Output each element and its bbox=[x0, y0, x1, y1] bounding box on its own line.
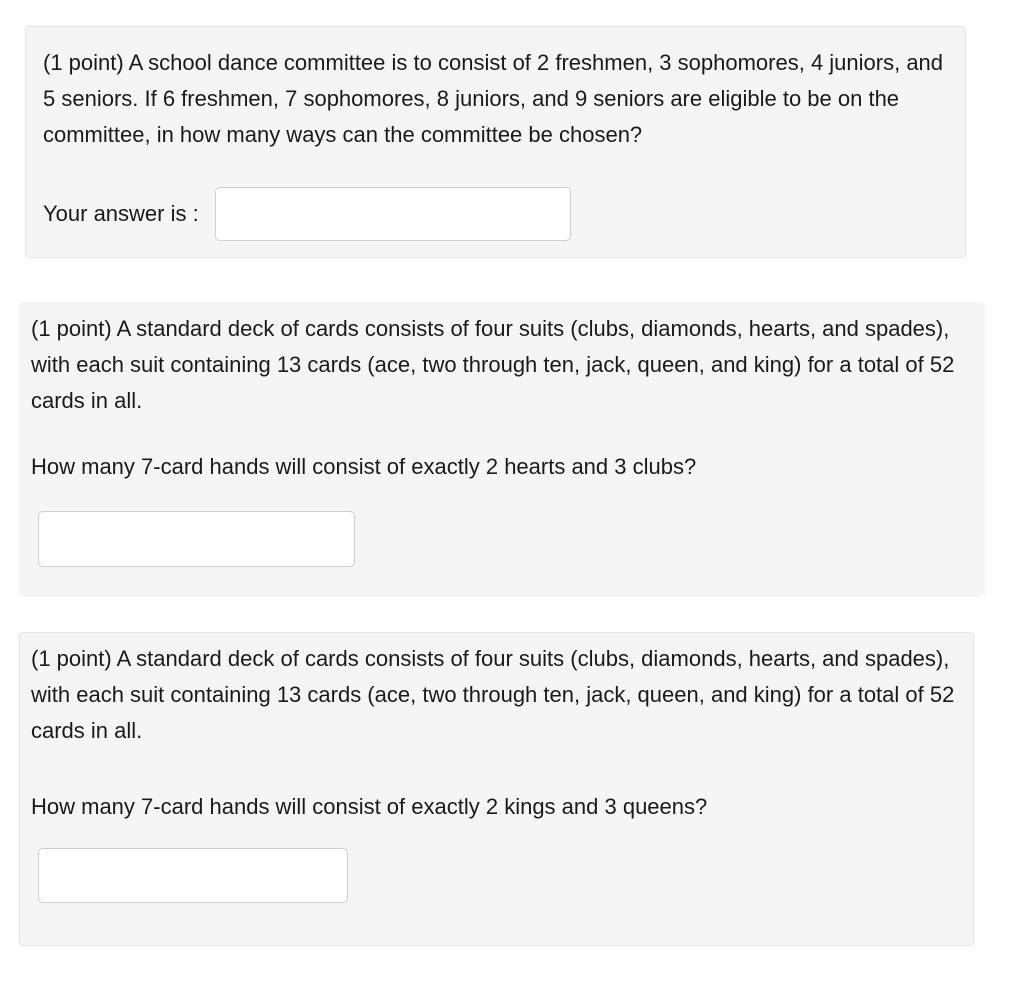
problem-text: (1 point) A standard deck of cards consists of four suits (clubs, diamonds, hearts, and spades), with each suit containing 13 cards (ace, two through ten, jack, queen, and king) for a total of 52 cards in all. bbox=[31, 316, 955, 413]
problem-question: How many 7-card hands will consist of exactly 2 kings and 3 queens? bbox=[31, 794, 708, 819]
answer-input-1[interactable] bbox=[215, 187, 571, 241]
answer-input-2[interactable] bbox=[38, 511, 355, 567]
answer-input-3[interactable] bbox=[38, 848, 348, 903]
problem-text: (1 point) A standard deck of cards consists of four suits (clubs, diamonds, hearts, and spades), with each suit containing 13 cards (ace, two through ten, jack, queen, and king) for a total of 52 cards in all. bbox=[31, 646, 955, 743]
problem-question: How many 7-card hands will consist of exactly 2 hearts and 3 clubs? bbox=[31, 454, 697, 479]
problem-text: (1 point) A school dance committee is to consist of 2 freshmen, 3 sophomores, 4 juniors, and 5 seniors. If 6 freshmen, 7 sophomores, 8 juniors, and 9 seniors are eligible to be on the committee, in how many ways can the committee be chosen? bbox=[43, 50, 944, 147]
problem-card-2 bbox=[19, 302, 985, 597]
problem-card-1 bbox=[25, 26, 966, 258]
answer-label: Your answer is : bbox=[43, 201, 199, 226]
answer-row bbox=[43, 187, 571, 241]
problem-card-3 bbox=[19, 632, 974, 946]
